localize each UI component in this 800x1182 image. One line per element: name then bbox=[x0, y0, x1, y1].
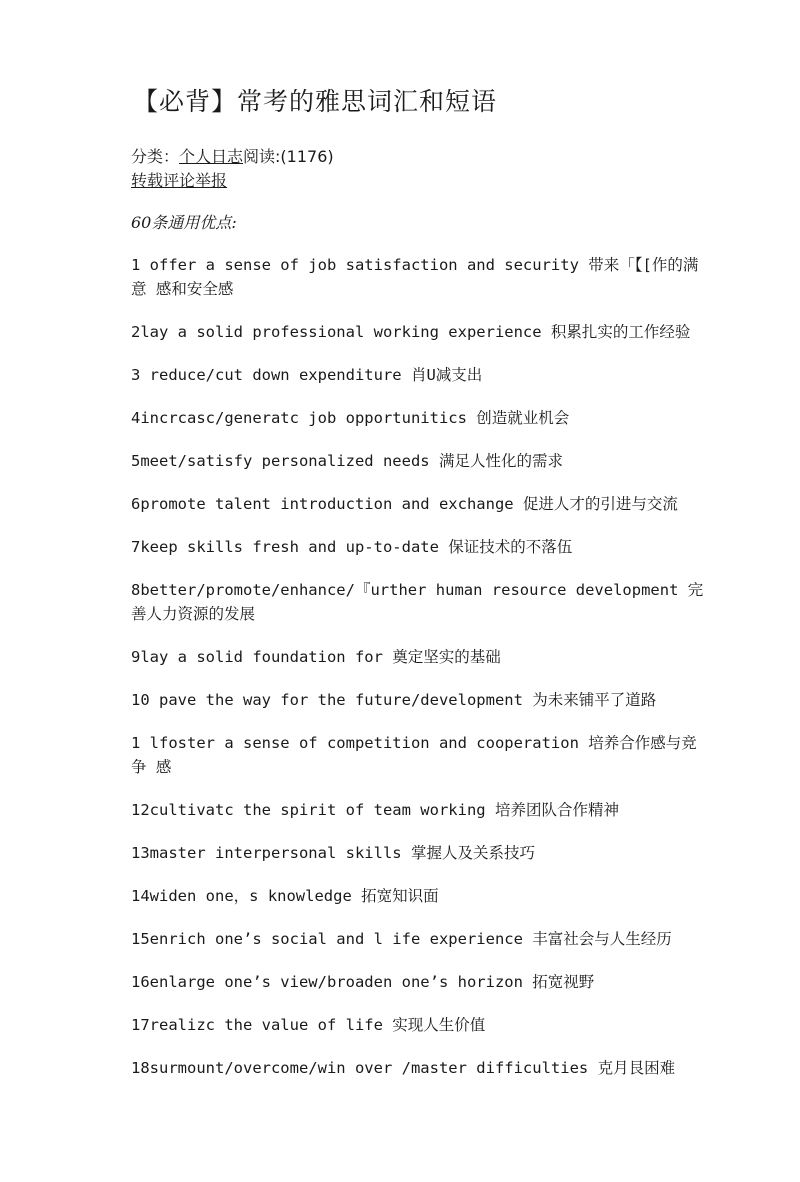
repost-link[interactable]: 转载 bbox=[131, 171, 164, 190]
comment-link[interactable]: 评论 bbox=[163, 171, 196, 190]
list-item: 1 lfoster a sense of competition and cooperation 培养合作感与竞争 感 bbox=[131, 734, 697, 776]
report-link[interactable]: 举报 bbox=[195, 171, 228, 190]
list-item: 8better/promote/enhance/『urther human resource development 完善人力资源的发展 bbox=[131, 581, 704, 623]
list-item: 16enlarge one’s view/broaden one’s horizon 拓宽视野 bbox=[131, 973, 595, 991]
list-item: 13master interpersonal skills 掌握人及关系技巧 bbox=[131, 844, 535, 862]
list-item: 5meet/satisfy personalized needs 满足人性化的需求 bbox=[131, 452, 563, 470]
list-item: 17realizc the value of life 实现人生价值 bbox=[131, 1016, 486, 1034]
post-meta bbox=[131, 145, 334, 169]
list-item: 14widen one，s knowledge 拓宽知识面 bbox=[131, 887, 439, 905]
list-item: 15enrich one’s social and l ife experience 丰富社会与人生经历 bbox=[131, 930, 672, 948]
page-title: 【必背】常考的雅思词汇和短语 bbox=[133, 87, 498, 116]
post-actions bbox=[131, 169, 227, 193]
list-item: 4incrcasc/generatc job opportunitics 创造就业机会 bbox=[131, 409, 570, 427]
category-label: 分类： bbox=[131, 147, 180, 166]
category-link[interactable]: 个人日志 bbox=[179, 147, 244, 166]
list-item: 18surmount/overcome/win over /master difficulties 克月艮困难 bbox=[131, 1059, 676, 1077]
list-item: 12cultivatc the spirit of team working 培养团队合作精神 bbox=[131, 801, 619, 819]
list-item: 10 pave the way for the future/development 为未来铺平了道路 bbox=[131, 691, 657, 709]
section-heading: 60条通用优点: bbox=[131, 213, 237, 232]
list-item: 1 offer a sense of job satisfaction and security 带来「【[作的满意 感和安全感 bbox=[131, 256, 699, 298]
read-count: 阅读:(1176) bbox=[243, 147, 334, 166]
list-item: 9lay a solid foundation for 奠定坚实的基础 bbox=[131, 648, 501, 666]
list-item: 2lay a solid professional working experience 积累扎实的工作经验 bbox=[131, 323, 691, 341]
list-item: 6promote talent introduction and exchange 促进人才的引进与交流 bbox=[131, 495, 678, 513]
list-item: 7keep skills fresh and up-to-date 保证技术的不落伍 bbox=[131, 538, 573, 556]
list-item: 3 reduce/cut down expenditure 肖U减支出 bbox=[131, 366, 483, 384]
phrase-list bbox=[131, 253, 711, 1099]
